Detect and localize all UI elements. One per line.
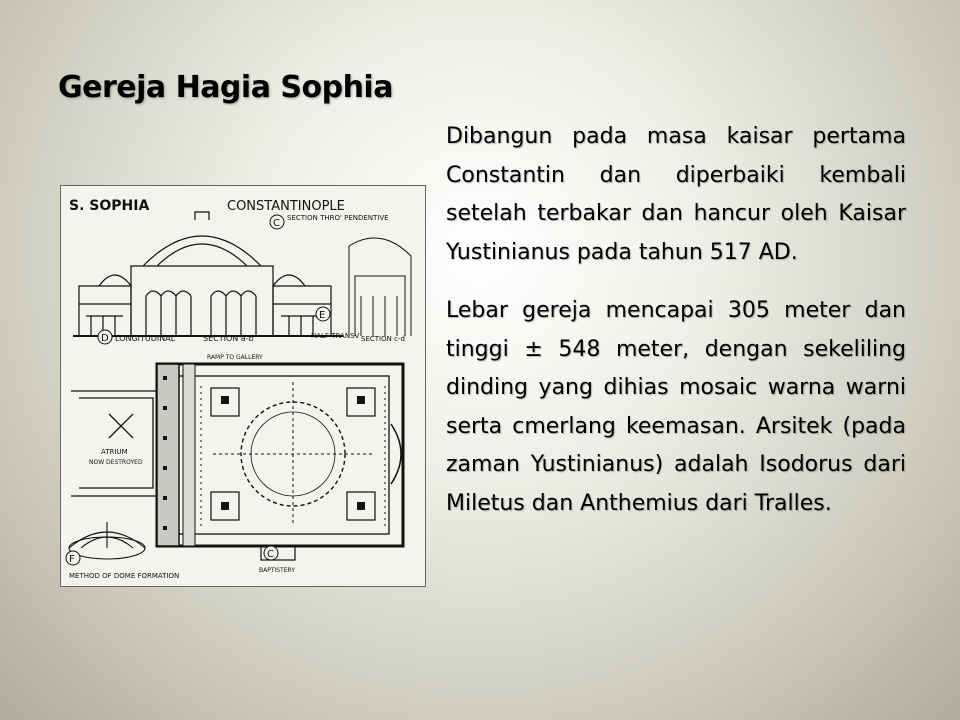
label-letter-e: E [319,310,326,321]
label-method: METHOD OF DOME FORMATION [69,572,180,580]
architectural-sketch [61,186,425,586]
paragraph-history: Dibangun pada masa kaisar pertama Constantin dan diperbaiki kembali setelah terbakar dan hancur oleh Kaisar Yustinianus pada tahun 517 AD. [446,124,906,265]
label-baptistery: BAPTISTERY [259,567,295,574]
atrium-plan [71,391,161,496]
figure-heading-right: CONSTANTINOPLE [227,199,345,214]
label-half-transverse: HALF TRANSV [311,332,360,340]
label-longitudinal: LONGITUDINAL [115,334,176,343]
label-letter-c-bottom: C [267,549,274,560]
section-elevation [73,212,343,336]
slide-body [446,118,906,543]
label-section-ab: SECTION a-b [203,334,254,343]
label-atrium: ATRIUM [101,448,128,456]
floor-plan [157,364,403,560]
hagia-sophia-drawing [60,185,426,587]
label-letter-f: F [69,554,75,565]
label-now-destroyed: NOW DESTROYED [89,459,143,466]
label-letter-c-top: C [273,218,280,229]
label-letter-d: D [101,333,109,344]
dome-method-diagram [69,522,145,559]
label-ramp: RAMP TO GALLERY [207,354,263,361]
slide-title: Gereja Hagia Sophia [58,70,393,105]
half-transverse-section [349,238,411,336]
label-section-pendentive: SECTION THRO' PENDENTIVE [287,214,389,222]
paragraph-dimensions: Lebar gereja mencapai 305 meter dan tinggi ± 548 meter, dengan sekeliling dinding yang dihias mosaic warna warni serta cmerlang keemasan. Arsitek (pada zaman Yustinianus) adalah Isodorus dari Miletus dan Anthemius dari Tralles. [446,298,906,516]
label-section-cd: SECTION c-d [361,335,405,343]
figure-heading-left: S. SOPHIA [69,198,150,214]
